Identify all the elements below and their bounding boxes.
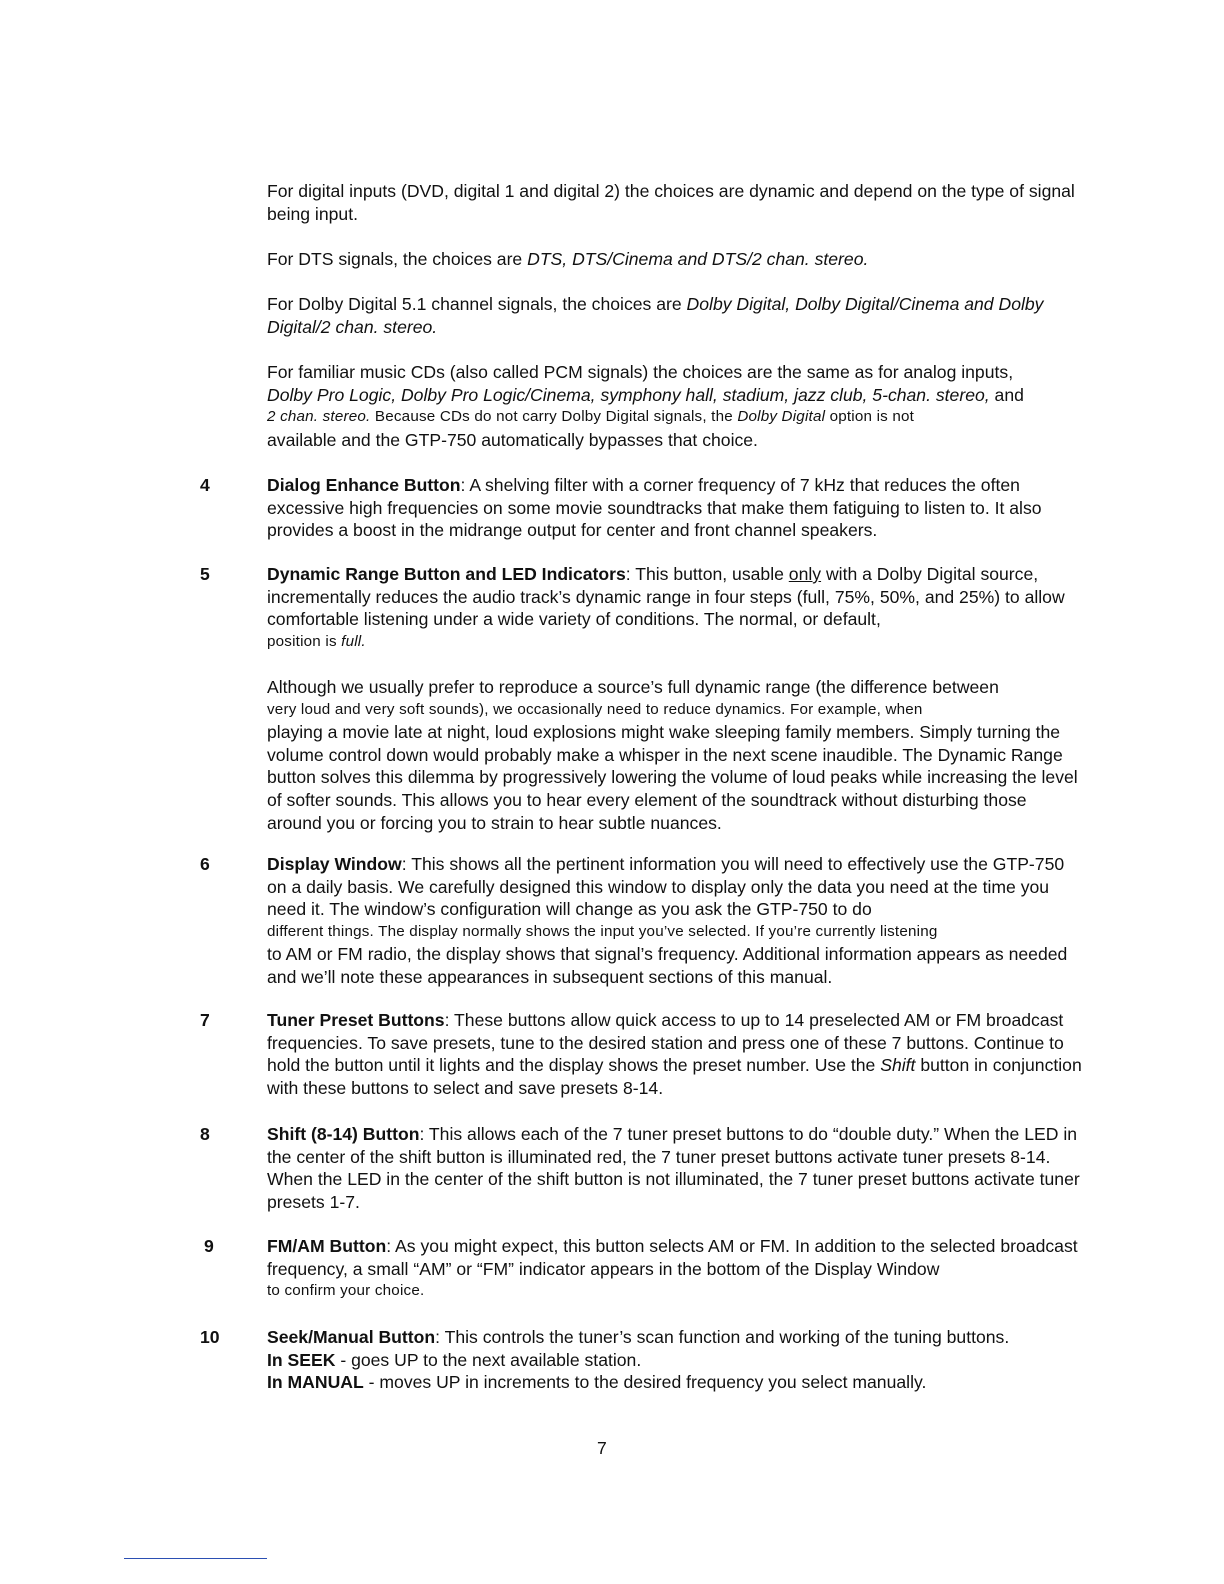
- item-4-title: Dialog Enhance Button: [267, 475, 461, 495]
- item-4-dialog-enhance: [267, 474, 1082, 542]
- item-6-display-window: [267, 853, 1082, 989]
- item-5-title: Dynamic Range Button and LED Indicators: [267, 564, 626, 584]
- pcm-line-4: available and the GTP-750 automatically bypasses that choice.: [267, 429, 758, 450]
- digital-inputs-text: For digital inputs (DVD, digital 1 and digital 2) the choices are dynamic and depend on the type of signal being input.: [267, 181, 1075, 224]
- item-9-text: : As you might expect, this button selects AM or FM. In addition to the selected broadcast frequency, a small “AM” or “FM” indicator appears in the bottom of the Display Window: [267, 1236, 1078, 1279]
- item-9-main: [267, 1235, 1082, 1280]
- dts-prefix: For DTS signals, the choices are: [267, 249, 528, 269]
- item-5-text-a: : This button, usable: [625, 564, 789, 584]
- item-5-para2-rest: playing a movie late at night, loud explosions might wake sleeping family members. Simply turning the volume control down would probably make a whisper in the next scene inaudible. The Dynamic Range button solves this dilemma by progressively lowering the volume of loud peaks while increasing the level of softer sounds. This allows you to hear every element of the soundtrack without disturbing those around you or forcing you to strain to hear subtle nuances.: [267, 722, 1078, 833]
- item-6-small-line: different things. The display normally shows the input you’ve selected. If you’re currently listening: [267, 922, 938, 940]
- pcm-choices: Dolby Pro Logic, Dolby Pro Logic/Cinema, symphony hall, stadium, jazz club, 5-chan. stereo,: [267, 384, 990, 405]
- item-10-manual-label: In MANUAL: [267, 1372, 364, 1393]
- page-number: 7: [597, 1438, 607, 1458]
- item-7-shift: Shift: [880, 1055, 916, 1076]
- item-7-tuner-preset: [267, 1009, 1082, 1099]
- item-9-fm-am-button: [267, 1235, 1082, 1303]
- item-5-para2-line-2: very loud and very soft sounds), we occasionally need to reduce dynamics. For example, when: [267, 700, 923, 718]
- item-10-manual: [267, 1371, 1082, 1394]
- item-8-text: : This allows each of the 7 tuner preset buttons to do “double duty.” When the LED in the center of the shift button is illuminated red, the 7 tuner preset buttons activate tuner presets 8-14. When the LED in the center of the shift button is not illuminated, the 7 tuner preset buttons activate tuner presets 1-7.: [267, 1124, 1080, 1212]
- item-6-title: Display Window: [267, 854, 402, 874]
- pcm-paragraph: [267, 361, 1082, 451]
- item-number-8: 8: [200, 1124, 210, 1144]
- item-10-manual-text: - moves UP in increments to the desired frequency you select manually.: [363, 1372, 927, 1393]
- item-5-position: [267, 631, 1082, 654]
- digital-inputs-paragraph: [267, 180, 1082, 225]
- item-5-para2-line-1: Although we usually prefer to reproduce a source’s full dynamic range (the difference between: [267, 677, 999, 697]
- item-4-text: : A shelving filter with a corner frequency of 7 kHz that reduces the often excessive high frequencies on some movie soundtracks that make them fatiguing to listen to. It also provides a boost in the midrange output for center and front channel speakers.: [267, 475, 1042, 541]
- item-number-4: 4: [200, 475, 210, 495]
- pcm-because: Because CDs do not carry Dolby Digital signals, the: [370, 408, 738, 426]
- item-8-shift-button: [267, 1123, 1082, 1213]
- item-9-title: FM/AM Button: [267, 1236, 387, 1256]
- pcm-dolby-digital: Dolby Digital: [737, 408, 826, 426]
- item-7-text-a: : These buttons allow quick access to up to 14 preselected AM or FM broadcast frequencies. To save presets, tune to the desired station and press one of these 7 buttons. Continue to hold the button until it lights and the display shows the preset number. Use the: [267, 1010, 1064, 1076]
- pcm-option: option is not: [825, 408, 915, 426]
- item-10-text: : This controls the tuner’s scan function and working of the tuning buttons.: [435, 1327, 1010, 1347]
- item-number-7: 7: [200, 1010, 210, 1030]
- item-10-seek-text: - goes UP to the next available station.: [335, 1349, 642, 1370]
- item-7-title: Tuner Preset Buttons: [267, 1010, 445, 1030]
- pcm-choice-last: 2 chan. stereo.: [267, 408, 371, 426]
- item-5-position-prefix: position is: [267, 632, 342, 650]
- item-5-paragraph-1: [267, 563, 1082, 631]
- item-10-seek-label: In SEEK: [267, 1349, 336, 1370]
- footnote-divider: [124, 1558, 267, 1559]
- item-5-paragraph-2: [267, 676, 1082, 834]
- item-5-dynamic-range: [267, 563, 1082, 653]
- item-10-main: [267, 1326, 1082, 1349]
- item-10-seek: [267, 1349, 1082, 1372]
- item-5-position-value: full.: [341, 632, 366, 650]
- item-8-title: Shift (8-14) Button: [267, 1124, 420, 1144]
- item-10-seek-manual: [267, 1326, 1082, 1394]
- pcm-line-2: [267, 384, 1082, 407]
- item-number-9: 9: [204, 1236, 214, 1256]
- dts-paragraph: [267, 248, 1082, 271]
- item-9-tail: to confirm your choice.: [267, 1282, 425, 1300]
- dolby-prefix: For Dolby Digital 5.1 channel signals, the choices are: [267, 294, 687, 314]
- pcm-line-3: [267, 406, 1082, 429]
- item-6-part-1: [267, 853, 1082, 921]
- item-number-10: 10: [200, 1327, 220, 1347]
- item-number-5: 5: [200, 564, 210, 584]
- item-5-only: only: [788, 564, 822, 584]
- dolby-choices: Dolby Digital, Dolby Digital/Cinema and Dolby Digital/2 chan. stereo.: [267, 294, 1044, 337]
- item-6-part-2: to AM or FM radio, the display shows that signal’s frequency. Additional information appears as needed and we’ll note these appearances in subsequent sections of this manual.: [267, 944, 1068, 987]
- item-number-6: 6: [200, 854, 210, 874]
- pcm-line-1: For familiar music CDs (also called PCM signals) the choices are the same as for analog inputs,: [267, 362, 1014, 382]
- item-7-text-b: button in conjunction with these buttons to select and save presets 8-14.: [267, 1055, 1082, 1098]
- dts-choices: DTS, DTS/Cinema and DTS/2 chan. stereo.: [527, 249, 869, 269]
- item-10-title: Seek/Manual Button: [267, 1327, 436, 1347]
- dolby-paragraph: [267, 293, 1082, 338]
- item-6-text-a: : This shows all the pertinent information you will need to effectively use the GTP-750 on a daily basis. We carefully designed this window to display only the data you need at the time you need it. The window’s configuration will change as you ask the GTP-750 to do: [267, 854, 1065, 920]
- item-5-text-b: with a Dolby Digital source, incrementally reduces the audio track’s dynamic range in four steps (full, 75%, 50%, and 25%) to allow comfortable listening under a wide variety of conditions. The normal, or default,: [267, 564, 1065, 630]
- pcm-and: and: [989, 384, 1024, 405]
